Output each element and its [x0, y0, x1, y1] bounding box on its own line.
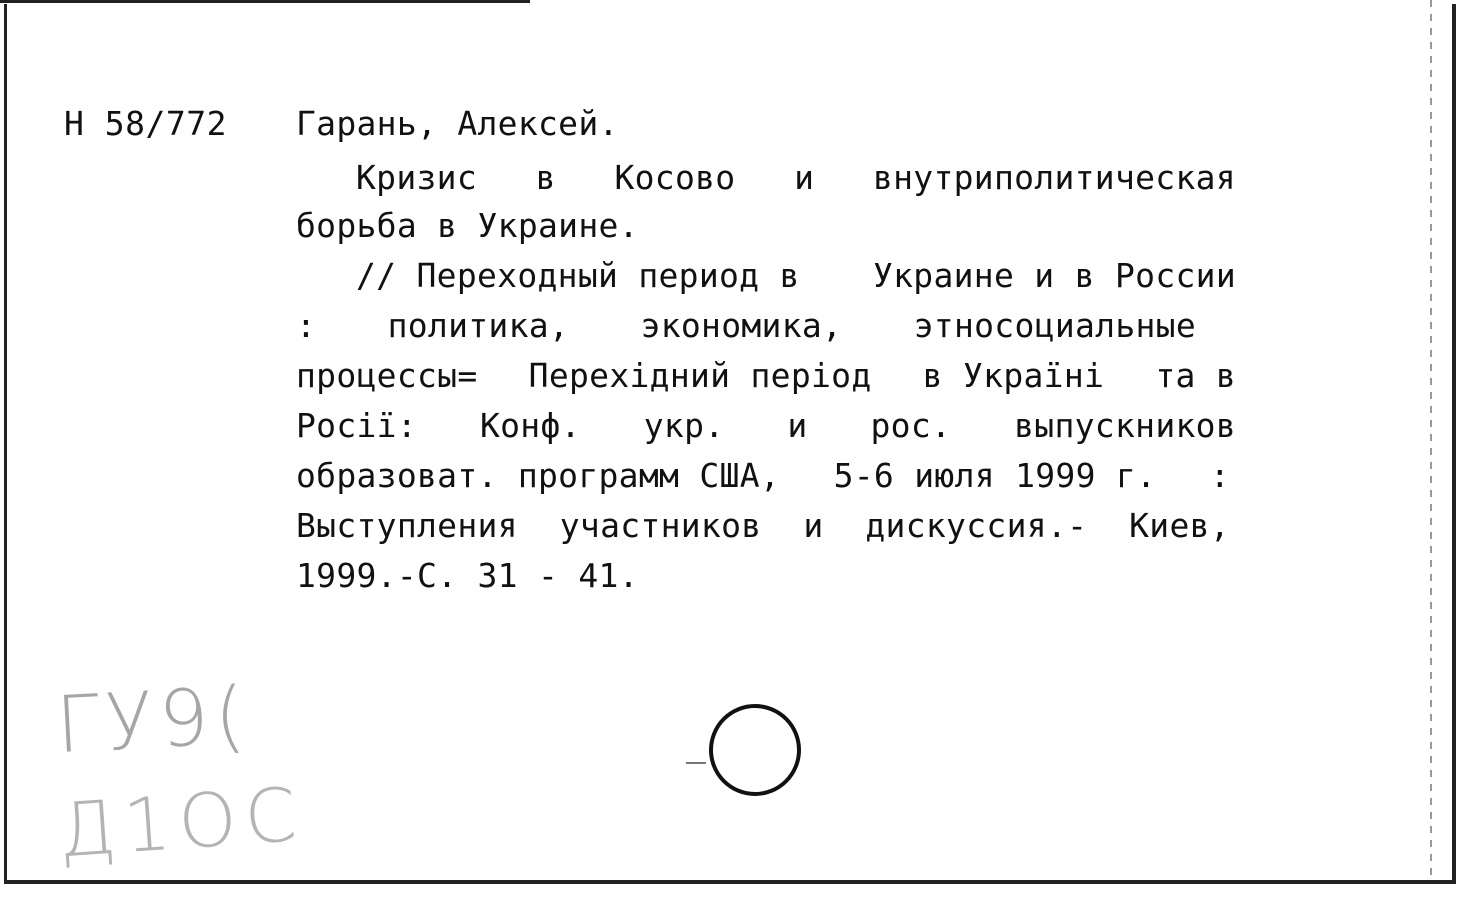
handwritten-note-2: Д1ОС	[55, 771, 308, 875]
source-segment: образоват. программ США,	[296, 456, 781, 495]
source-segment: этносоциальные	[913, 306, 1196, 345]
source-segment: укр.	[643, 406, 725, 445]
source-line-7	[296, 556, 639, 595]
source-segment: и	[787, 406, 808, 445]
source-segment: Перехідний період	[528, 356, 872, 395]
pages-segment: 1999.-С. 31 - 41.	[296, 556, 639, 595]
title-line-2	[296, 206, 639, 245]
source-segment: // Переходный период в	[356, 256, 800, 295]
call-number: Н 58/772	[64, 104, 227, 143]
source-segment: в Україні	[922, 356, 1105, 395]
stamp-mark	[686, 762, 706, 764]
card-top-edge	[0, 0, 530, 3]
source-line-2	[296, 306, 1196, 345]
source-segment: Выступления	[296, 506, 518, 545]
source-line-5	[296, 456, 1230, 495]
source-segment: Конф.	[479, 406, 581, 445]
source-segment: рос.	[870, 406, 952, 445]
source-line-4	[296, 406, 1236, 445]
title-word: в	[535, 158, 556, 197]
source-segment: выпускников	[1014, 406, 1236, 445]
source-segment: :	[1209, 456, 1230, 495]
author-line: Гарань, Алексей.	[296, 104, 619, 143]
source-segment: политика,	[387, 306, 570, 345]
title-word: Косово	[614, 158, 736, 197]
circle-stamp	[709, 704, 801, 796]
source-segment: участников	[559, 506, 762, 545]
title-word: и	[794, 158, 815, 197]
source-segment: дискуссия.-	[865, 506, 1088, 545]
source-segment: 5-6 июля 1999 г.	[833, 456, 1157, 495]
source-line-3	[296, 356, 1236, 395]
title-line-1	[356, 158, 1236, 197]
title-word: Кризис	[356, 158, 478, 197]
source-segment: та в	[1155, 356, 1236, 395]
source-line-6	[296, 506, 1230, 545]
source-segment: Украине и в России	[872, 256, 1236, 295]
source-segment: экономика,	[640, 306, 843, 345]
source-segment: и	[803, 506, 824, 545]
handwritten-note-1: ГУ9(	[53, 670, 254, 772]
source-line-1	[356, 256, 1236, 295]
title-text: борьба в Украине.	[296, 206, 639, 245]
card-perforation	[1430, 0, 1432, 880]
source-segment: процессы=	[296, 356, 478, 395]
source-segment: Киев,	[1129, 506, 1230, 545]
source-segment: Росії:	[296, 406, 418, 445]
title-word: внутриполитическая	[872, 158, 1236, 197]
source-segment: :	[296, 306, 317, 345]
